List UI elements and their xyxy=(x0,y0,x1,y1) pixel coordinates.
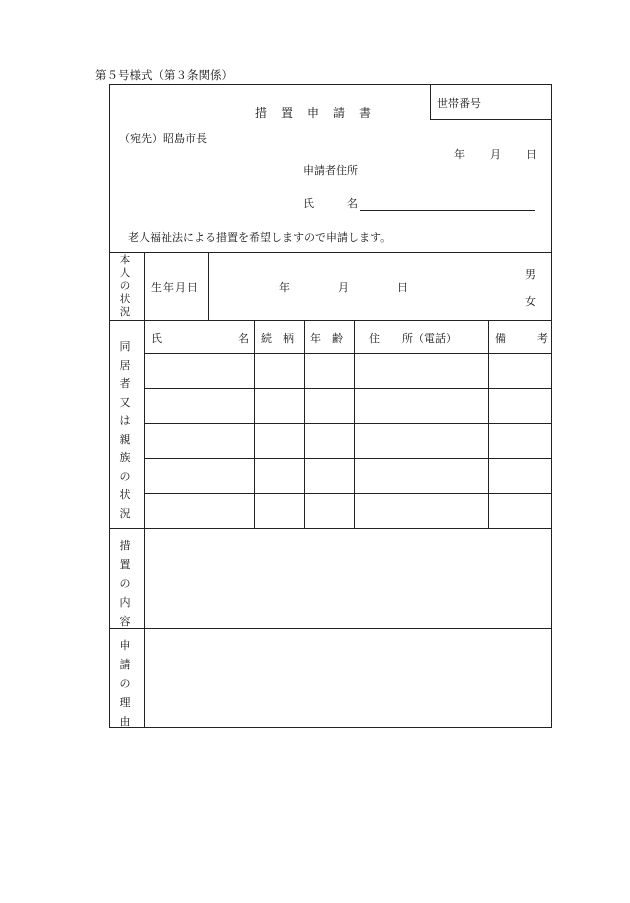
cohabitants-section-label: 同 居 者 又 は 親 族 の 状 況 xyxy=(119,340,131,520)
header-remarks-2: 考 xyxy=(537,332,548,345)
birth-label-divider xyxy=(208,252,209,320)
application-date: 年 月 日 xyxy=(454,148,538,161)
birth-month: 月 xyxy=(338,281,349,294)
table-column-line xyxy=(254,320,255,528)
birth-year: 年 xyxy=(279,281,290,294)
table-row-line xyxy=(144,458,552,459)
male-option[interactable]: 男 xyxy=(525,268,536,281)
applicant-name-label: 氏 名 xyxy=(303,197,358,210)
request-statement: 老人福祉法による措置を希望しますので申請します。 xyxy=(128,231,392,244)
applicant-address-label: 申請者住所 xyxy=(303,164,358,177)
measure-content-label: 措 置 の 内 容 xyxy=(119,539,131,628)
header-name-2: 名 xyxy=(238,332,249,345)
table-row-line xyxy=(144,353,552,354)
household-box-bottom xyxy=(430,119,552,120)
header-address: 住 所（電話） xyxy=(369,332,457,345)
section-divider xyxy=(109,252,552,253)
table-row-line xyxy=(144,423,552,424)
household-box-divider xyxy=(430,84,431,120)
application-reason-label: 申 請 の 理 由 xyxy=(119,639,131,728)
table-column-line xyxy=(304,320,305,528)
birth-date-label: 生年月日 xyxy=(151,281,199,294)
section-divider xyxy=(109,320,552,321)
table-row-line xyxy=(144,388,552,389)
header-remarks-1: 備 xyxy=(495,332,506,345)
table-column-line xyxy=(354,320,355,528)
female-option[interactable]: 女 xyxy=(525,295,536,308)
measure-content-field[interactable] xyxy=(145,529,551,627)
header-relation: 続 柄 xyxy=(261,332,294,345)
form-title: 措 置 申 請 書 xyxy=(255,106,373,120)
addressee: （宛先）昭島市長 xyxy=(119,132,207,145)
table-column-line xyxy=(488,320,489,528)
header-age: 年 齢 xyxy=(310,332,343,345)
birth-day: 日 xyxy=(397,281,408,294)
applicant-name-underline xyxy=(360,210,535,211)
household-number-label: 世帯番号 xyxy=(437,97,481,110)
header-name-1: 氏 xyxy=(151,332,162,345)
person-section-label: 本 人 の 状 況 xyxy=(119,254,131,318)
form-number-label: 第５号様式（第３条関係） xyxy=(95,68,233,82)
application-reason-field[interactable] xyxy=(145,629,551,727)
table-row-line xyxy=(144,493,552,494)
